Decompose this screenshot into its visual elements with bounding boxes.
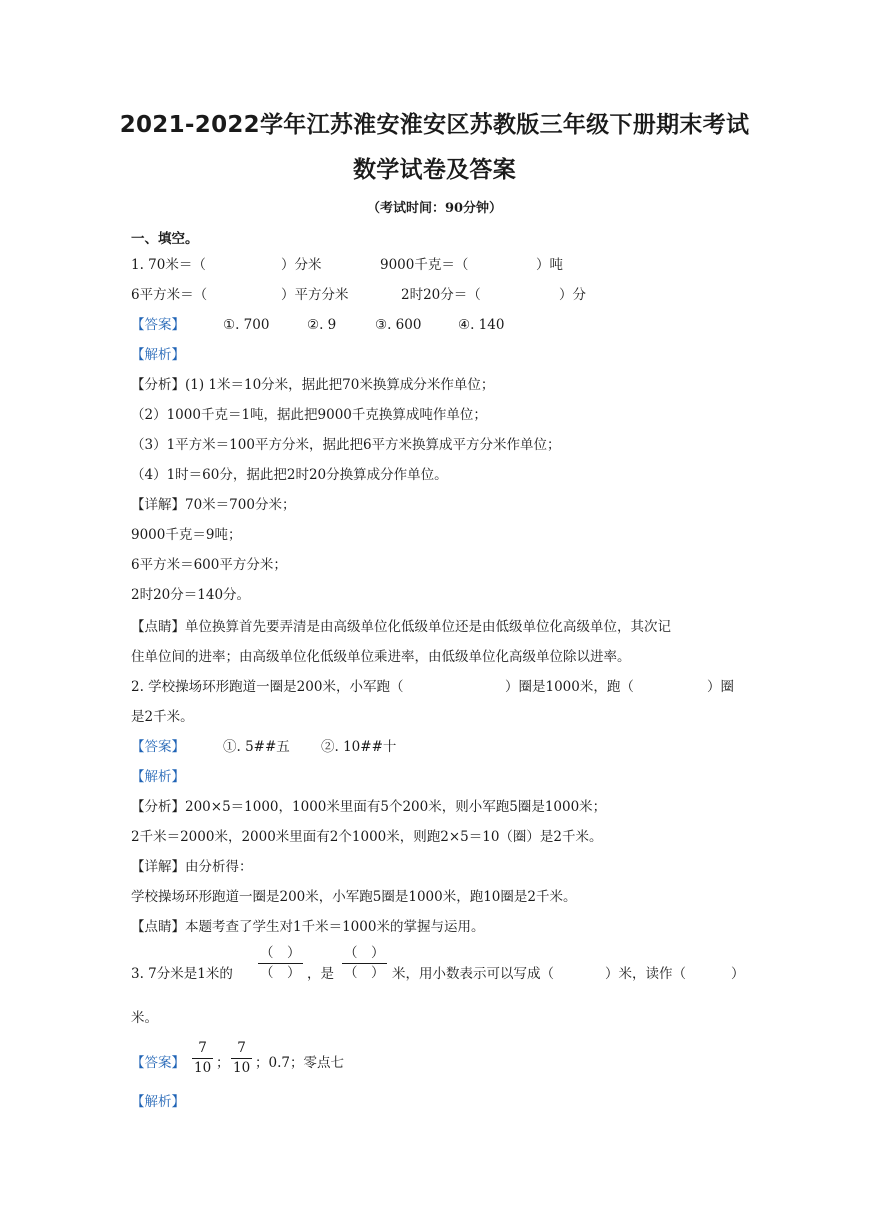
q3-answer-rest: ；0.7；零点七 [255, 1055, 344, 1071]
q3-analysis-tag: 【解析】 [131, 1094, 185, 1110]
doc-title-line2: 数学试卷及答案 [352, 157, 517, 183]
q1-fenxi-1 [131, 376, 494, 394]
answer-tag: 【答案】 [131, 739, 185, 755]
exam-time: （考试时间：90分钟） [366, 201, 503, 216]
fraction [192, 1039, 213, 1078]
q3-text-d: ）米，读作（ [605, 966, 686, 982]
q2-dianjing-1 [131, 918, 484, 936]
q1-answer-4: ④. 140 [458, 317, 505, 333]
fraction-numerator-blank: （ ） [342, 944, 387, 964]
answer-separator: ； [216, 1055, 230, 1071]
xiangjie-text: 由分析得： [185, 859, 253, 875]
q2-analysis-tag: 【解析】 [131, 769, 185, 785]
q1-row2-d: ）分 [559, 287, 586, 303]
q1-row1-d: ）吨 [536, 257, 563, 273]
fraction-denominator: 10 [194, 1060, 212, 1076]
q1-answer-2: ②. 9 [307, 317, 337, 333]
fraction-blank [258, 944, 303, 983]
q3-text-a: 3. 7分米是1米的 [131, 966, 233, 982]
dianjing-tag: 【点睛】 [131, 919, 185, 935]
fenxi-tag: 【分析】 [131, 377, 185, 393]
q3-line2: 米。 [131, 1010, 158, 1026]
q1-analysis-tag: 【解析】 [131, 347, 185, 363]
q1-xiangjie-3: 6平方米＝600平方分米； [131, 557, 287, 573]
fraction-blank [342, 944, 387, 983]
answer-tag: 【答案】 [131, 317, 185, 333]
xiangjie-text: 70米＝700分米； [185, 497, 296, 513]
q2-xiangjie-1 [131, 858, 253, 876]
q2-answer-1: ①. 5##五 [223, 739, 290, 755]
q1-dianjing-2: 住单位间的进率；由高级单位化低级单位乘进率，由低级单位化高级单位除以进率。 [131, 649, 631, 665]
q1-fenxi-4: （4）1时＝60分，据此把2时20分换算成分作单位。 [131, 467, 448, 483]
q2-line1-a: 2. 学校操场环形跑道一圈是200米，小军跑（ [131, 679, 404, 695]
q1-answer-1: ①. 700 [223, 317, 270, 333]
fraction-denominator-blank: （ ） [260, 965, 301, 981]
q1-fenxi-3: （3）1平方米＝100平方分米，据此把6平方米换算成平方分米作单位； [131, 437, 561, 453]
section-heading: 一、填空。 [131, 231, 199, 247]
q1-answer-3: ③. 600 [375, 317, 422, 333]
q1-xiangjie-2: 9000千克＝9吨； [131, 527, 242, 543]
dianjing-text: 单位换算首先要弄清是由高级单位化低级单位还是由低级单位化高级单位，其次记 [185, 619, 671, 635]
doc-title-line1: 2021-2022学年江苏淮安淮安区苏教版三年级下册期末考试 [119, 112, 750, 138]
q2-line1-b: ）圈是1000米，跑（ [505, 679, 634, 695]
q2-fenxi-2: 2千米＝2000米，2000米里面有2个1000米，则跑2×5＝10（圈）是2千米。 [131, 829, 603, 845]
q2-line1-c: ）圈 [707, 679, 734, 695]
fenxi-text: 200×5＝1000，1000米里面有5个200米，则小军跑5圈是1000米； [185, 799, 607, 815]
q1-row1-b: ）分米 [281, 257, 322, 273]
fraction [231, 1039, 252, 1078]
xiangjie-tag: 【详解】 [131, 859, 185, 875]
q1-row1-c: 9000千克＝（ [380, 257, 469, 273]
fraction-numerator: 7 [231, 1039, 252, 1059]
q3-fraction-blank-1 [256, 944, 305, 983]
q3-answer-fraction-2 [229, 1039, 254, 1078]
q2-fenxi-1 [131, 798, 606, 816]
q2-xiangjie-2: 学校操场环形跑道一圈是200米，小军跑5圈是1000米，跑10圈是2千米。 [131, 889, 577, 905]
q3-text-e: ） [731, 966, 745, 982]
fraction-numerator: 7 [192, 1039, 213, 1059]
q1-xiangjie-4: 2时20分＝140分。 [131, 587, 251, 603]
q3-fraction-blank-2 [340, 944, 389, 983]
q3-text-b: ，是 [307, 966, 334, 982]
q1-xiangjie-1 [131, 496, 295, 514]
fraction-denominator: 10 [233, 1060, 251, 1076]
q2-line2: 是2千米。 [131, 709, 194, 725]
fraction-denominator-blank: （ ） [344, 965, 385, 981]
xiangjie-tag: 【详解】 [131, 497, 185, 513]
fraction-numerator-blank: （ ） [258, 944, 303, 964]
q3-answer-fraction-1 [190, 1039, 215, 1078]
q1-dianjing-1 [131, 618, 671, 636]
q1-row1-a: 1. 70米＝（ [131, 257, 206, 273]
answer-tag: 【答案】 [131, 1055, 185, 1071]
q1-fenxi-2: （2）1000千克＝1吨，据此把9000千克换算成吨作单位； [131, 407, 487, 423]
fenxi-text: (1) 1米＝10分米，据此把70米换算成分米作单位； [185, 377, 495, 393]
q1-row2-a: 6平方米＝（ [131, 287, 208, 303]
q2-answer-2: ②. 10##十 [321, 739, 397, 755]
dianjing-text: 本题考查了学生对1千米＝1000米的掌握与运用。 [185, 919, 485, 935]
fenxi-tag: 【分析】 [131, 799, 185, 815]
q1-row2-b: ）平方分米 [281, 287, 349, 303]
q3-text-c: 米，用小数表示可以写成（ [392, 966, 554, 982]
dianjing-tag: 【点睛】 [131, 619, 185, 635]
q1-row2-c: 2时20分＝（ [401, 287, 481, 303]
